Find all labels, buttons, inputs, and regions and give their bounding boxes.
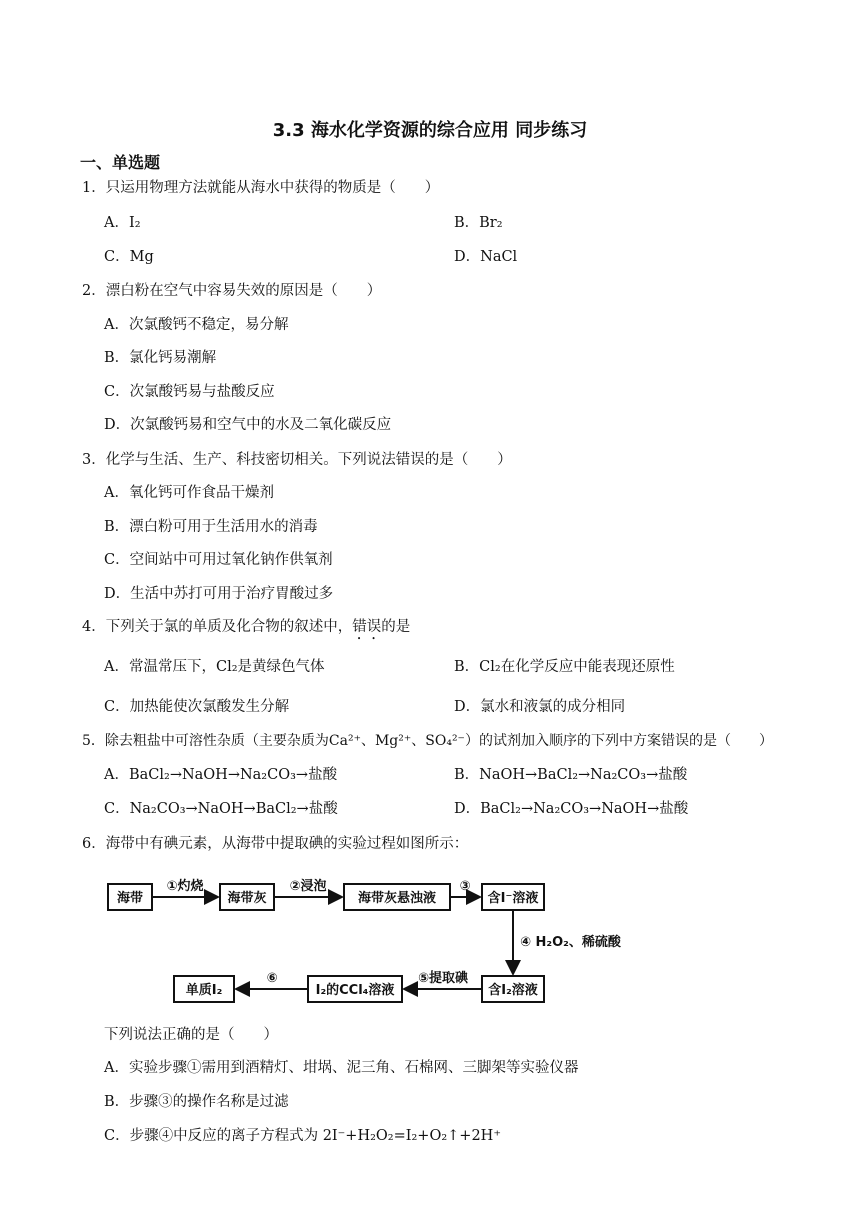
question-1-option-d[interactable]: D．NaCl xyxy=(454,249,518,265)
question-5-option-b[interactable]: B．NaOH→BaCl₂→Na₂CO₃→盐酸 xyxy=(454,767,688,783)
page-title: 3.3 海水化学资源的综合应用 同步练习 xyxy=(272,120,588,141)
question-4-option-c[interactable]: C．加热能使次氯酸发生分解 xyxy=(104,699,290,715)
flow-label-box7: 单质I₂ xyxy=(185,983,223,998)
question-1-stem: 1．只运用物理方法就能从海水中获得的物质是（ ） xyxy=(82,180,440,196)
question-1-option-b[interactable]: B．Br₂ xyxy=(454,215,503,231)
question-2-option-a[interactable]: A．次氯酸钙不稳定，易分解 xyxy=(104,317,289,333)
question-3-stem: 3．化学与生活、生产、科技密切相关。下列说法错误的是（ ） xyxy=(82,452,512,468)
flow-step-6: ⑥ xyxy=(266,971,278,986)
flow-step-4: ④ H₂O₂、稀硫酸 xyxy=(520,935,621,950)
question-4-emphasis: 错误 xyxy=(352,619,382,635)
question-2-stem: 2．漂白粉在空气中容易失效的原因是（ ） xyxy=(82,283,382,299)
flow-step-1: ①灼烧 xyxy=(166,879,204,894)
question-6-option-b[interactable]: B．步骤③的操作名称是过滤 xyxy=(104,1094,289,1110)
flow-step-3: ③ xyxy=(459,879,471,894)
question-5-option-c[interactable]: C．Na₂CO₃→NaOH→BaCl₂→盐酸 xyxy=(104,801,338,817)
question-6-option-a[interactable]: A．实验步骤①需用到酒精灯、坩埚、泥三角、石棉网、三脚架等实验仪器 xyxy=(104,1060,579,1076)
question-2-option-b[interactable]: B．氯化钙易潮解 xyxy=(104,350,217,366)
question-3-option-a[interactable]: A．氧化钙可作食品干燥剂 xyxy=(104,485,274,501)
question-6-stem: 6．海带中有碘元素，从海带中提取碘的实验过程如图所示： xyxy=(82,836,469,852)
question-3-option-c[interactable]: C．空间站中可用过氧化钠作供氧剂 xyxy=(104,552,333,568)
flow-label-box6: I₂的CCl₄溶液 xyxy=(315,983,395,998)
question-1-option-a[interactable]: A．I₂ xyxy=(104,215,141,231)
flow-label-box1: 海带 xyxy=(116,891,144,906)
flow-step-5: ⑤提取碘 xyxy=(417,971,469,986)
question-4-option-a[interactable]: A．常温常压下，Cl₂是黄绿色气体 xyxy=(104,659,325,675)
question-4-stem-pre: 4．下列关于氯的单质及化合物的叙述中， xyxy=(82,619,353,635)
question-2-option-c[interactable]: C．次氯酸钙易与盐酸反应 xyxy=(104,384,275,400)
question-5-stem: 5．除去粗盐中可溶性杂质（主要杂质为Ca²⁺、Mg²⁺、SO₄²⁻）的试剂加入顺序的下列中方案错误的是（ ） xyxy=(82,733,773,749)
question-1-option-c[interactable]: C．Mg xyxy=(104,249,154,265)
flow-label-box3: 海带灰悬浊液 xyxy=(357,891,437,906)
question-4-option-b[interactable]: B．Cl₂在化学反应中能表现还原性 xyxy=(454,659,675,675)
question-4-option-d[interactable]: D．氯水和液氯的成分相同 xyxy=(454,699,626,715)
question-6-prompt: 下列说法正确的是（ ） xyxy=(104,1027,278,1043)
question-4-stem-post: 的是 xyxy=(381,619,411,635)
flow-step-2: ②浸泡 xyxy=(289,879,327,894)
question-5-option-d[interactable]: D．BaCl₂→Na₂CO₃→NaOH→盐酸 xyxy=(454,801,689,817)
flow-label-box2: 海带灰 xyxy=(227,891,267,906)
flow-label-box4: 含I⁻溶液 xyxy=(487,891,539,906)
question-3-option-d[interactable]: D．生活中苏打可用于治疗胃酸过多 xyxy=(104,586,334,602)
question-4-stem xyxy=(82,617,410,643)
question-2-option-d[interactable]: D．次氯酸钙易和空气中的水及二氧化碳反应 xyxy=(104,417,392,433)
question-5-option-a[interactable]: A．BaCl₂→NaOH→Na₂CO₃→盐酸 xyxy=(104,767,338,783)
section-heading: 一、单选题 xyxy=(80,153,161,172)
iodine-extraction-flowchart xyxy=(100,866,640,1016)
question-3-option-b[interactable]: B．漂白粉可用于生活用水的消毒 xyxy=(104,519,318,535)
question-6-option-c[interactable]: C．步骤④中反应的离子方程式为 2I⁻+H₂O₂=I₂+O₂↑+2H⁺ xyxy=(104,1128,501,1144)
flow-label-box5: 含I₂溶液 xyxy=(488,983,538,998)
